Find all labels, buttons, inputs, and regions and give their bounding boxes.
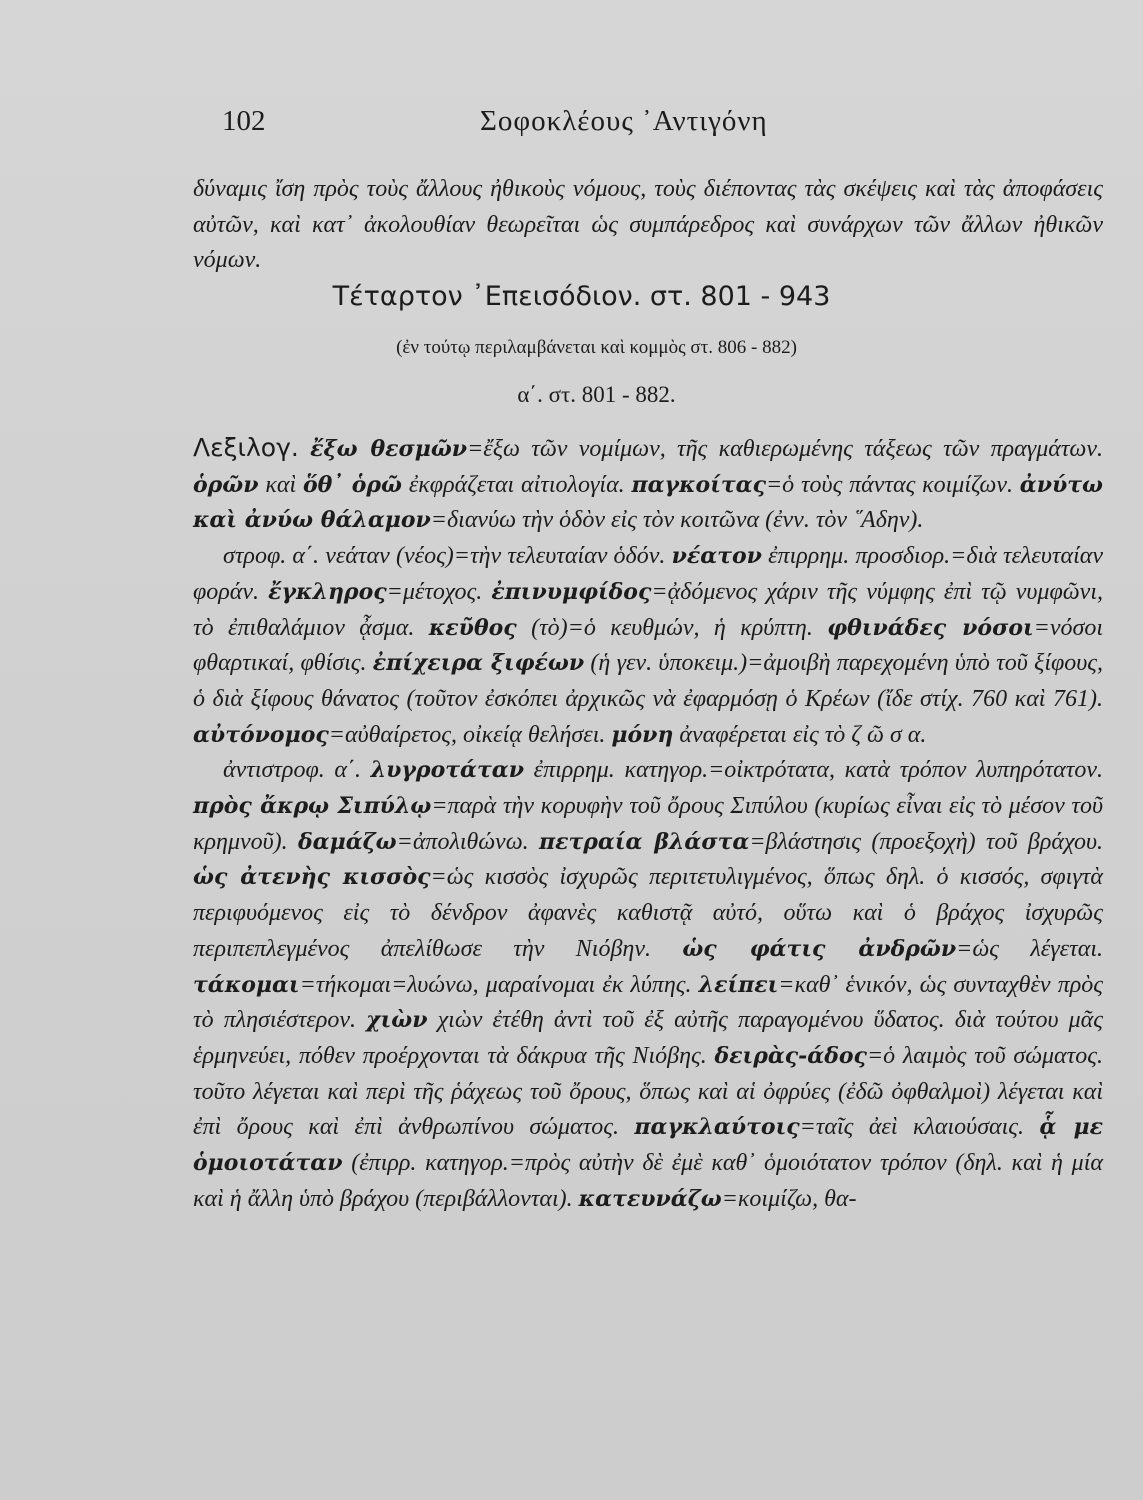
glossary-definition: =κοιμίζω, θα- — [721, 1185, 857, 1212]
glossary-lead: Λεξιλογ. — [193, 433, 299, 462]
glossary-headword: ἐπινυμφίδος — [491, 578, 652, 605]
glossary-headword: ὡς ἀτενὴς κισσὸς — [193, 864, 431, 891]
glossary-definition: =ταῖς ἀεὶ κλαιούσαις. — [799, 1114, 1040, 1141]
glossary-headword: χιὼν — [366, 1007, 428, 1034]
glossary-definition: =ὁ τοὺς πάντας κοιμίζων. — [765, 471, 1020, 498]
glossary-headword: ἀνύτω καὶ ἀνύω θάλαμον — [193, 471, 1103, 534]
glossary-headword: φθινάδες νόσοι — [827, 614, 1034, 641]
glossary-definition: =διανύω τὴν ὁδὸν εἰς τὸν κοιτῶνα (ἐνν. τὸν ῞Αδην). — [430, 507, 924, 534]
glossary-definition: χιὼν ἐτέθη ἀντὶ τοῦ ἐξ αὐτῆς παραγομένου ὕδατος. διὰ τούτου μᾶς ἑρμηνεύει, πόθεν προέρχονται τὰ δάκρυα τῆς Νιόβης. — [193, 1007, 1103, 1069]
glossary-headword: λείπει — [698, 971, 779, 998]
glossary-definition: ἀντιστροφ. α΄. — [223, 757, 371, 784]
glossary-definition: =μέτοχος. — [386, 578, 492, 605]
glossary-definition: ἐκφράζεται αἰτιολογία. — [402, 471, 632, 498]
glossary-headword: λυγροτάταν — [370, 757, 524, 784]
glossary-headword: ἐπίχειρα ξιφέων — [372, 650, 585, 677]
glossary-definition: ἀναφέρεται εἰς τὸ ζ ῶ σ α. — [673, 721, 927, 748]
glossary-block — [193, 430, 1103, 1217]
glossary-definition: ἐπιρρημ. προσδιορ.=διὰ τελευταίαν φοράν. — [193, 543, 1103, 605]
glossary-headword: ἔγκληρος — [268, 578, 387, 605]
glossary-headword: κεῦθος — [428, 614, 517, 641]
glossary-paragraph-3 — [193, 753, 1103, 1217]
glossary-headword: ὁρῶν — [193, 471, 259, 498]
glossary-definition: καὶ — [258, 471, 303, 498]
running-title: Σοφοκλέους ᾿Αντιγόνη — [480, 105, 768, 137]
glossary-paragraph-1 — [193, 430, 1103, 539]
glossary-definition: (τὸ)=ὁ κευθμών, ἡ κρύπτη. — [516, 614, 828, 641]
glossary-headword: πρὸς ἄκρῳ Σιπύλῳ — [193, 793, 432, 820]
glossary-headword: αὐτόνομος — [193, 721, 329, 748]
glossary-definition: =ὡς κισσὸς ἰσχυρῶς περιτετυλιγμένος, ὅπως δηλ. ὁ κισσός, σφιγτὰ περιφυόμενος εἰς τὸ δένδρον ἀφανὲς καθιστᾷ αὐτό, οὕτω καὶ ὁ βράχος ἰσχυρῶς περιπεπλεγμένος ἀπελίθωσε τὴν Νιόβην. — [193, 864, 1103, 962]
glossary-definition: =ὁ λαιμὸς τοῦ σώματος. τοῦτο λέγεται καὶ περὶ τῆς ῥάχεως τοῦ ὄρους, ὅπως καὶ αἱ ὀφρύες (ἐδῶ ὀφθαλμοὶ) λέγεται καὶ ἐπὶ ὄρους καὶ ἐπὶ ἀνθρωπίνου σώματος. — [193, 1042, 1103, 1141]
glossary-definition: =ᾀδόμενος χάριν τῆς νύμφης ἐπὶ τῷ νυμφῶνι, τὸ ἐπιθαλάμιον ᾆσμα. — [193, 578, 1103, 641]
page-header — [222, 105, 1102, 145]
glossary-headword: τάκομαι — [193, 971, 300, 998]
glossary-headword: ὡς φάτις ἀνδρῶν — [682, 935, 957, 962]
glossary-headword: δειρὰς-άδος — [714, 1042, 867, 1069]
glossary-definition: στροφ. α΄. νεάταν (νέος)=τὴν τελευταίαν ὁδόν. — [223, 543, 672, 570]
glossary-headword: κατευνάζω — [578, 1185, 722, 1212]
glossary-headword: παγκοίτας — [631, 471, 766, 498]
glossary-headword: πετραία βλάστα — [538, 828, 750, 855]
glossary-headword: ὅθ᾿ ὁρῶ — [302, 471, 403, 498]
glossary-definition: =ἀπολιθώνω. — [396, 828, 539, 855]
glossary-definition: =τήκομαι=λυώνω, μαραίνομαι ἐκ λύπης. — [299, 971, 699, 998]
glossary-definition: =παρὰ τὴν κορυφὴν τοῦ ὄρους Σιπύλου (κυρίως εἶναι εἰς τὸ μέσον τοῦ κρημνοῦ). — [193, 793, 1103, 855]
glossary-definition: (ἡ γεν. ὑποκειμ.)=ἀμοιβὴ παρεχομένη ὑπὸ τοῦ ξίφους, ὁ διὰ ξίφους θάνατος (τοῦτον ἐσκόπει ἀρχικῶς νὰ ἐφαρμόσῃ ὁ Κρέων (ἴδε στίχ. 760 καὶ 761). — [193, 650, 1104, 712]
glossary-headword: παγκλαύτοις — [634, 1114, 800, 1141]
subsection-heading: α΄. στ. 801 - 882. — [517, 382, 676, 407]
section-heading: Τέταρτον ᾿Επεισόδιον. στ. 801 - 943 — [332, 281, 831, 312]
glossary-definition: =νόσοι φθαρτικαί, φθίσις. — [193, 614, 1104, 677]
glossary-definition: =ἔξω τῶν νομίμων, τῆς καθιερωμένης τάξεως τῶν πραγμάτων. — [467, 436, 1104, 462]
glossary-definition: ἐπιρρημ. κατηγορ.=οἰκτρότατα, κατὰ τρόπον λυπηρότατον. — [523, 757, 1103, 784]
glossary-definition: =ὡς λέγεται. — [956, 935, 1103, 962]
glossary-definition: =αὐθαίρετος, οἰκείᾳ θελήσει. — [328, 721, 612, 748]
glossary-definition: =καθ᾿ ἑνικόν, ὡς συνταχθὲν πρὸς τὸ πλησιέστερον. — [193, 971, 1104, 1034]
glossary-headword: ᾇ με ὁμοιοτάταν — [193, 1114, 1103, 1177]
glossary-headword: ἔξω θεσμῶν — [310, 436, 468, 462]
glossary-headword: μόνη — [611, 721, 674, 748]
glossary-definition: =βλάστησις (προεξοχὴ) τοῦ βράχου. — [749, 828, 1104, 855]
glossary-definition: (ἐπιρρ. κατηγορ.=πρὸς αὐτὴν δὲ ἐμὲ καθ᾿ ὁμοιότατον τρόπον (δηλ. καὶ ἡ μία καὶ ἡ ἄλλη ὑπὸ βράχου (περιβάλλονται). — [193, 1150, 1103, 1212]
intro-paragraph: δύναμις ἴση πρὸς τοὺς ἄλλους ἠθικοὺς νόμους, τοὺς διέποντας τὰς σκέψεις καὶ τὰς ἀποφάσεις αὐτῶν, καὶ κατ᾿ ἀκολουθίαν θεωρεῖται ὡς συμπάρεδρος καὶ συνάρχων τῶν ἄλλων ἠθικῶν νόμων. — [193, 176, 1103, 274]
section-note: (ἐν τούτῳ περιλαμβάνεται καὶ κομμὸς στ. 806 - 882) — [396, 337, 797, 358]
glossary-headword: νέατον — [671, 543, 762, 570]
glossary-paragraph-2 — [193, 539, 1103, 753]
glossary-headword: δαμάζω — [298, 828, 397, 855]
page-number: 102 — [222, 105, 266, 137]
